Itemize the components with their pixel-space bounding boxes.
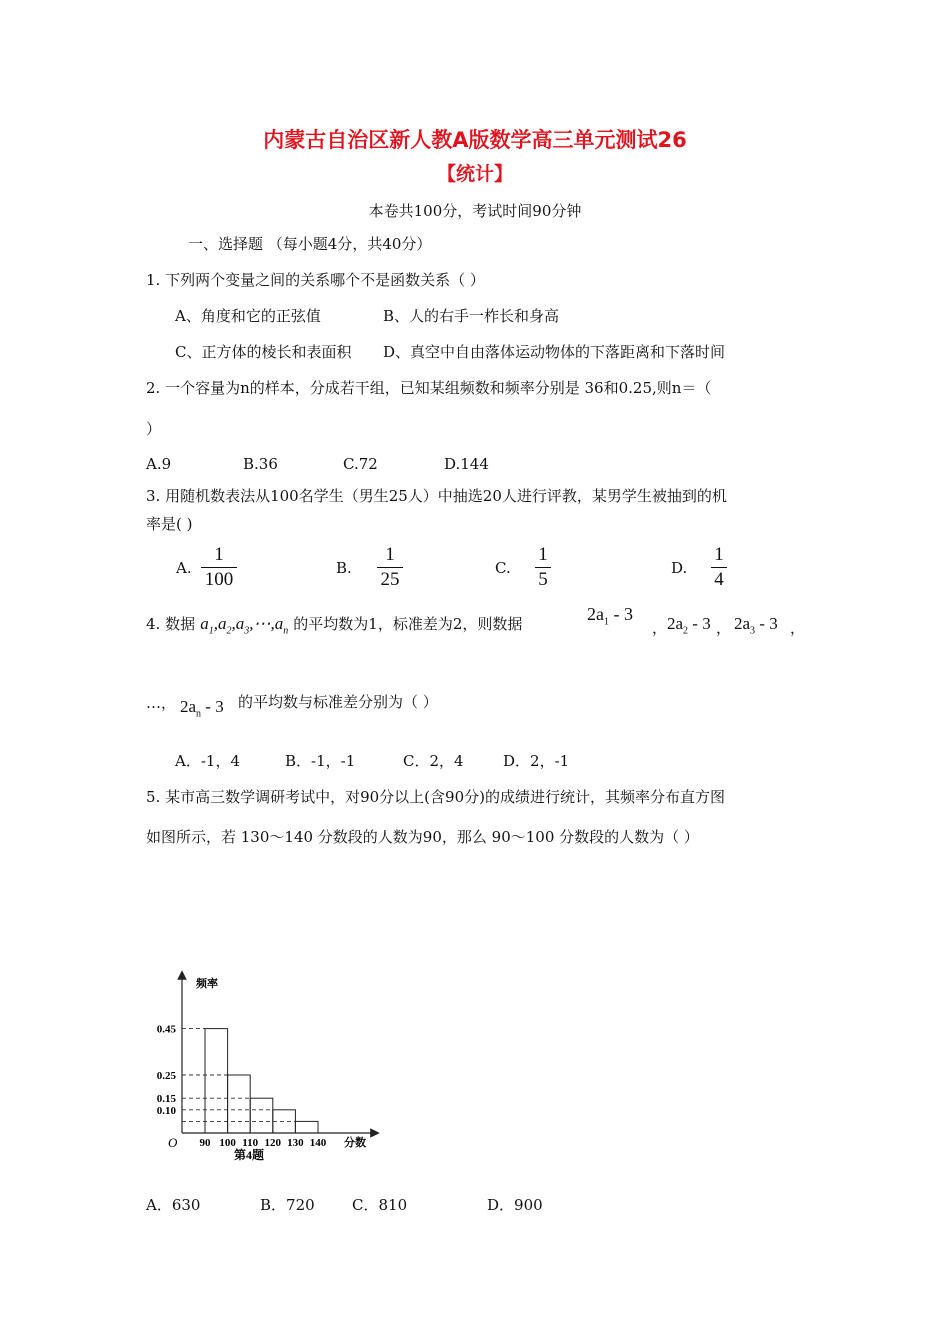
numerator: 1	[538, 544, 548, 565]
q3-option-a-label: A.	[176, 559, 192, 577]
q2-option-a: A.9	[146, 455, 172, 473]
origin-label: O	[168, 1135, 178, 1150]
q3-option-b-label: B.	[336, 559, 352, 577]
q5-stem-end: 如图所示，若 130～140 分数段的人数为90，那么 90～100 分数段的人数为（ ）	[146, 828, 699, 846]
section-heading: 一、选择题 （每小题4分，共40分）	[188, 235, 432, 253]
q4-expr-n: $2a_n - 3$	[180, 697, 224, 720]
q1-option-d: D、真空中自由落体运动物体的下落距离和下落时间	[383, 343, 726, 361]
q5-option-b: B．720	[260, 1196, 315, 1214]
q5-option-d: D．900	[487, 1196, 543, 1214]
q1-option-a: A、角度和它的正弦值	[175, 307, 321, 325]
numerator: 1	[214, 544, 224, 565]
q2-stem-end: ）	[146, 420, 162, 438]
denominator: 100	[204, 569, 234, 590]
q3-stem-end: 率是( )	[146, 515, 193, 533]
x-tick-label: 90	[199, 1137, 211, 1149]
exam-info: 本卷共100分，考试时间90分钟	[368, 202, 582, 220]
q1-option-b: B、人的右手一柞长和身高	[383, 307, 560, 325]
q4-option-c: C．2，4	[403, 752, 464, 770]
q4-option-a: A．-1，4	[175, 752, 240, 770]
fraction-bar	[535, 567, 551, 568]
q2-option-d: D.144	[444, 455, 489, 473]
q2-stem: 2. 一个容量为n的样本，分成若干组，已知某组频数和频率分别是 36和0.25,则n＝（	[146, 379, 712, 397]
q4-option-d: D．2，-1	[503, 752, 570, 770]
y-axis-label: 频率	[196, 978, 218, 990]
q3-option-d-fraction	[711, 545, 727, 590]
q4-sep-1: ，	[652, 619, 668, 637]
q4-line-1	[146, 613, 522, 636]
page-title: 内蒙古自治区新人教A版数学高三单元测试26	[263, 128, 687, 152]
histogram-bar	[228, 1075, 251, 1133]
fraction-bar	[711, 567, 727, 568]
q2-option-b: B.36	[243, 455, 278, 473]
x-tick-label: 120	[264, 1137, 282, 1149]
q5-option-a: A．630	[146, 1196, 201, 1214]
x-tick-label: 100	[219, 1137, 236, 1149]
denominator: 4	[714, 569, 724, 590]
numerator: 1	[385, 544, 395, 565]
q4-expr-2: $2a_2 - 3$	[667, 614, 711, 637]
denominator: 5	[538, 569, 548, 590]
q1-stem: 1. 下列两个变量之间的关系哪个不是函数关系（ ）	[146, 271, 485, 289]
page-subtitle: 【统计】	[436, 163, 513, 185]
fraction-bar	[377, 567, 403, 568]
frequency-histogram	[140, 965, 390, 1165]
q2-option-c: C.72	[343, 455, 378, 473]
q4-ellipsis: …，	[146, 694, 177, 712]
fraction-bar	[201, 567, 237, 568]
numerator: 1	[714, 544, 724, 565]
q4-tail: 的平均数与标准差分别为（ ）	[238, 693, 438, 711]
x-axis-label: 分数	[344, 1137, 366, 1149]
q4-expr-1: $2a_1 - 3$	[587, 604, 633, 628]
q5-option-c: C．810	[352, 1196, 408, 1214]
q3-option-c-label: C.	[495, 559, 511, 577]
denominator: 25	[380, 569, 400, 590]
x-tick-label: 140	[309, 1137, 327, 1149]
q3-option-c-fraction	[535, 545, 551, 590]
y-tick-label: 0.45	[156, 1023, 176, 1036]
q3-option-b-fraction	[377, 545, 403, 590]
q4-sep-2: ，	[716, 619, 732, 637]
histogram-bar	[250, 1098, 273, 1133]
y-tick-label: 0.15	[156, 1093, 176, 1106]
q4-option-b: B．-1，-1	[285, 752, 356, 770]
x-tick-label: 130	[287, 1137, 304, 1149]
q3-option-d-label: D.	[671, 559, 688, 577]
histogram-bar	[295, 1121, 318, 1133]
chart-caption: 第4题	[234, 1148, 265, 1162]
histogram-bar	[205, 1029, 228, 1133]
q3-stem: 3. 用随机数表法从100名学生（男生25人）中抽选20人进行评教，某男学生被抽到的机	[146, 487, 727, 505]
q4-expr-3: $2a_3 - 3$	[734, 614, 778, 637]
q4-number: 4. 数据	[146, 615, 196, 633]
q4-sep-3: ，	[790, 619, 806, 637]
y-tick-label: 0.10	[156, 1104, 176, 1117]
q1-option-c: C、正方体的棱长和表面积	[175, 343, 352, 361]
q5-stem: 5. 某市高三数学调研考试中，对90分以上(含90分)的成绩进行统计，其频率分布直方图	[146, 788, 725, 806]
q4-sequence: $a_1,a_2,a_3,\cdots,a_n$	[200, 614, 289, 637]
y-tick-label: 0.25	[156, 1070, 176, 1082]
x-tick-label: 110	[242, 1137, 259, 1149]
q3-option-a-fraction	[201, 545, 237, 590]
q4-mid-text: 的平均数为1，标准差为2，则数据	[293, 615, 523, 633]
